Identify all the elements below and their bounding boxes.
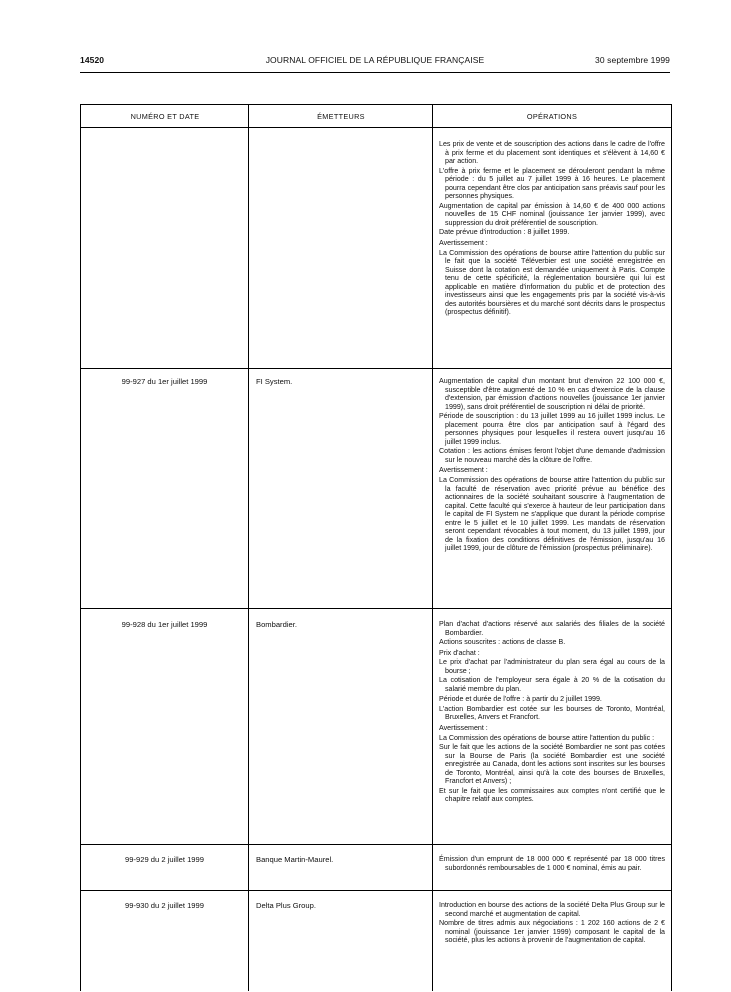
operation-paragraph: Nombre de titres admis aux négociations : 1 202 160 actions de 2 € nominal (jouissance 1er janvier 1999) composant le capital de la société, plus les actions à provenir de l'augmentation de capital. <box>439 919 665 945</box>
visa-number: 99-929 du 2 juillet 1999 <box>125 855 204 864</box>
issuer-name: Banque Martin-Maurel. <box>256 855 334 864</box>
header-numero-date: NUMÉRO ET DATE <box>130 111 200 121</box>
operation-paragraph: La Commission des opérations de bourse attire l'attention du public : <box>439 733 655 742</box>
operation-paragraph: L'action Bombardier est cotée sur les bourses de Toronto, Montréal, Bruxelles, Anvers et Francfort. <box>439 704 665 722</box>
operation-paragraph: Augmentation de capital d'un montant brut d'environ 22 100 000 €, susceptible d'être augmenté de 10 % en cas d'exercice de la clause d'extension, par émission d'actions nouvelles (jouissance 1er janvier 1999), sans droit préférentiel de souscription ni délai de priorité. <box>439 377 665 411</box>
header-rule <box>80 72 670 73</box>
operation-paragraph: Plan d'achat d'actions réservé aux salariés des filiales de la société Bombardier. <box>439 620 665 637</box>
operation-paragraph: Le prix d'achat par l'administrateur du plan sera égal au cours de la bourse ; <box>439 658 665 675</box>
operation-paragraph: Avertissement : <box>439 239 488 248</box>
journal-title: JOURNAL OFFICIEL DE LA RÉPUBLIQUE FRANÇAISE <box>265 55 485 65</box>
visa-number: 99-928 du 1er juillet 1999 <box>121 620 208 629</box>
operation-number <box>81 377 248 386</box>
operation-number <box>81 620 248 629</box>
operation-paragraph: La Commission des opérations de bourse attire l'attention du public sur la faculté de réservation avec priorité prévue au bénéfice des actionnaires de la société souhaitant souscrire à l'augmentation de capital. Cette faculté qui s'exerce à hauteur de leur participation dans le capital de FI System ne s'applique que durant la période comprise entre le 5 juillet et le 10 juillet 1999. Les mandats de réservation seront cependant révocables à tout moment, du 13 juillet 1999, jour de la fixation des conditions définitives de l'émission, jusqu'au 16 juillet 1999, jour de clôture de l'émission (prospectus préliminaire). <box>439 476 665 553</box>
header-emetteurs: ÉMETTEURS <box>317 111 365 121</box>
issue-date: 30 septembre 1999 <box>595 55 670 65</box>
visa-number: 99-930 du 2 juillet 1999 <box>125 901 204 910</box>
operation-paragraph: La Commission des opérations de bourse attire l'attention du public sur le fait que la société Téléverbier est une société enregistrée en Suisse dont la cotation est demandée uniquement à Paris. Compte tenu de cette spécificité, la réglementation boursière qui lui est applicable en matière d'information du public et de protection des investisseurs ainsi que les engagements pris par la société vis-à-vis des autorités boursières et du marché sont décrits dans le prospectus (prospectus définitif). <box>439 248 665 317</box>
visa-number: 99-927 du 1er juillet 1999 <box>121 377 208 386</box>
operation-paragraph: Prix d'achat : <box>439 648 480 657</box>
page-header <box>80 55 670 69</box>
header-operations: OPÉRATIONS <box>526 111 578 121</box>
operation-paragraph: Avertissement : <box>439 724 488 733</box>
operation-paragraph: Et sur le fait que les commissaires aux comptes n'ont certifié que le chapitre relatif aux comptes. <box>439 786 665 804</box>
operation-paragraph: L'offre à prix ferme et le placement se dérouleront pendant la même période : du 5 juillet au 7 juillet 1999 à 16 heures. Le placement pourra cependant être clos par anticipation sans préavis sauf pour les personnes physiques. <box>439 166 665 201</box>
page-number: 14520 <box>80 55 105 65</box>
operations-table <box>80 104 672 991</box>
operations-cell <box>439 901 665 946</box>
table-row <box>81 844 671 891</box>
table-row <box>81 128 671 372</box>
operation-paragraph: Sur le fait que les actions de la société Bombardier ne sont pas cotées sur la Bourse de Paris (la société Bombardier est une société enregistrée au Canada, dont les actions sont inscrites sur les bourses de Toronto, Montréal, ainsi qu'à la cote des bourses de Bruxelles, Francfort et Anvers) ; <box>439 743 665 786</box>
operation-paragraph: Période de souscription : du 13 juillet 1999 au 16 juillet 1999 inclus. Le placement pourra être clos par anticipation sauf à l'égard des personnes physiques pour lesquelles il restera ouvert jusqu'au 16 juillet 1999 inclus. <box>439 412 665 446</box>
operations-cell <box>439 620 665 805</box>
operations-cell <box>439 377 665 554</box>
operation-paragraph: Cotation : les actions émises feront l'objet d'une demande d'admission sur le nouveau marché dès la clôture de l'offre. <box>439 447 665 464</box>
operation-paragraph: Date prévue d'introduction : 8 juillet 1999. <box>439 228 570 237</box>
operation-number <box>81 901 248 910</box>
operation-paragraph: Introduction en bourse des actions de la société Delta Plus Group sur le second marché et augmentation de capital. <box>439 901 665 918</box>
issuer-name: Delta Plus Group. <box>256 901 316 910</box>
operation-number <box>81 855 248 864</box>
operation-paragraph: Actions souscrites : actions de classe B. <box>439 638 566 647</box>
operation-paragraph: Augmentation de capital par émission à 14,60 € de 400 000 actions nouvelles de 15 CHF nominal (jouissance 1er janvier 1999), avec suppression du droit préférentiel de souscription. <box>439 201 665 227</box>
operation-paragraph: Période et durée de l'offre : à partir du 2 juillet 1999. <box>439 695 602 704</box>
table-row <box>81 368 671 609</box>
issuer-name: Bombardier. <box>256 620 297 629</box>
table-row <box>81 890 671 992</box>
operation-paragraph: La cotisation de l'employeur sera égale à 20 % de la cotisation du salarié membre du plan. <box>439 676 665 693</box>
table-header <box>81 105 671 128</box>
operations-cell <box>439 855 665 873</box>
operation-paragraph: Émission d'un emprunt de 18 000 000 € représenté par 18 000 titres subordonnés remboursables de 1 000 € nominal, émis au pair. <box>439 855 665 872</box>
issuer-name: FI System. <box>256 377 293 386</box>
operation-paragraph: Avertissement : <box>439 466 488 475</box>
operations-cell <box>439 140 665 318</box>
operation-paragraph: Les prix de vente et de souscription des actions dans le cadre de l'offre à prix ferme et du placement sont identiques et s'élèvent à 14,60 € par action. <box>439 140 665 166</box>
